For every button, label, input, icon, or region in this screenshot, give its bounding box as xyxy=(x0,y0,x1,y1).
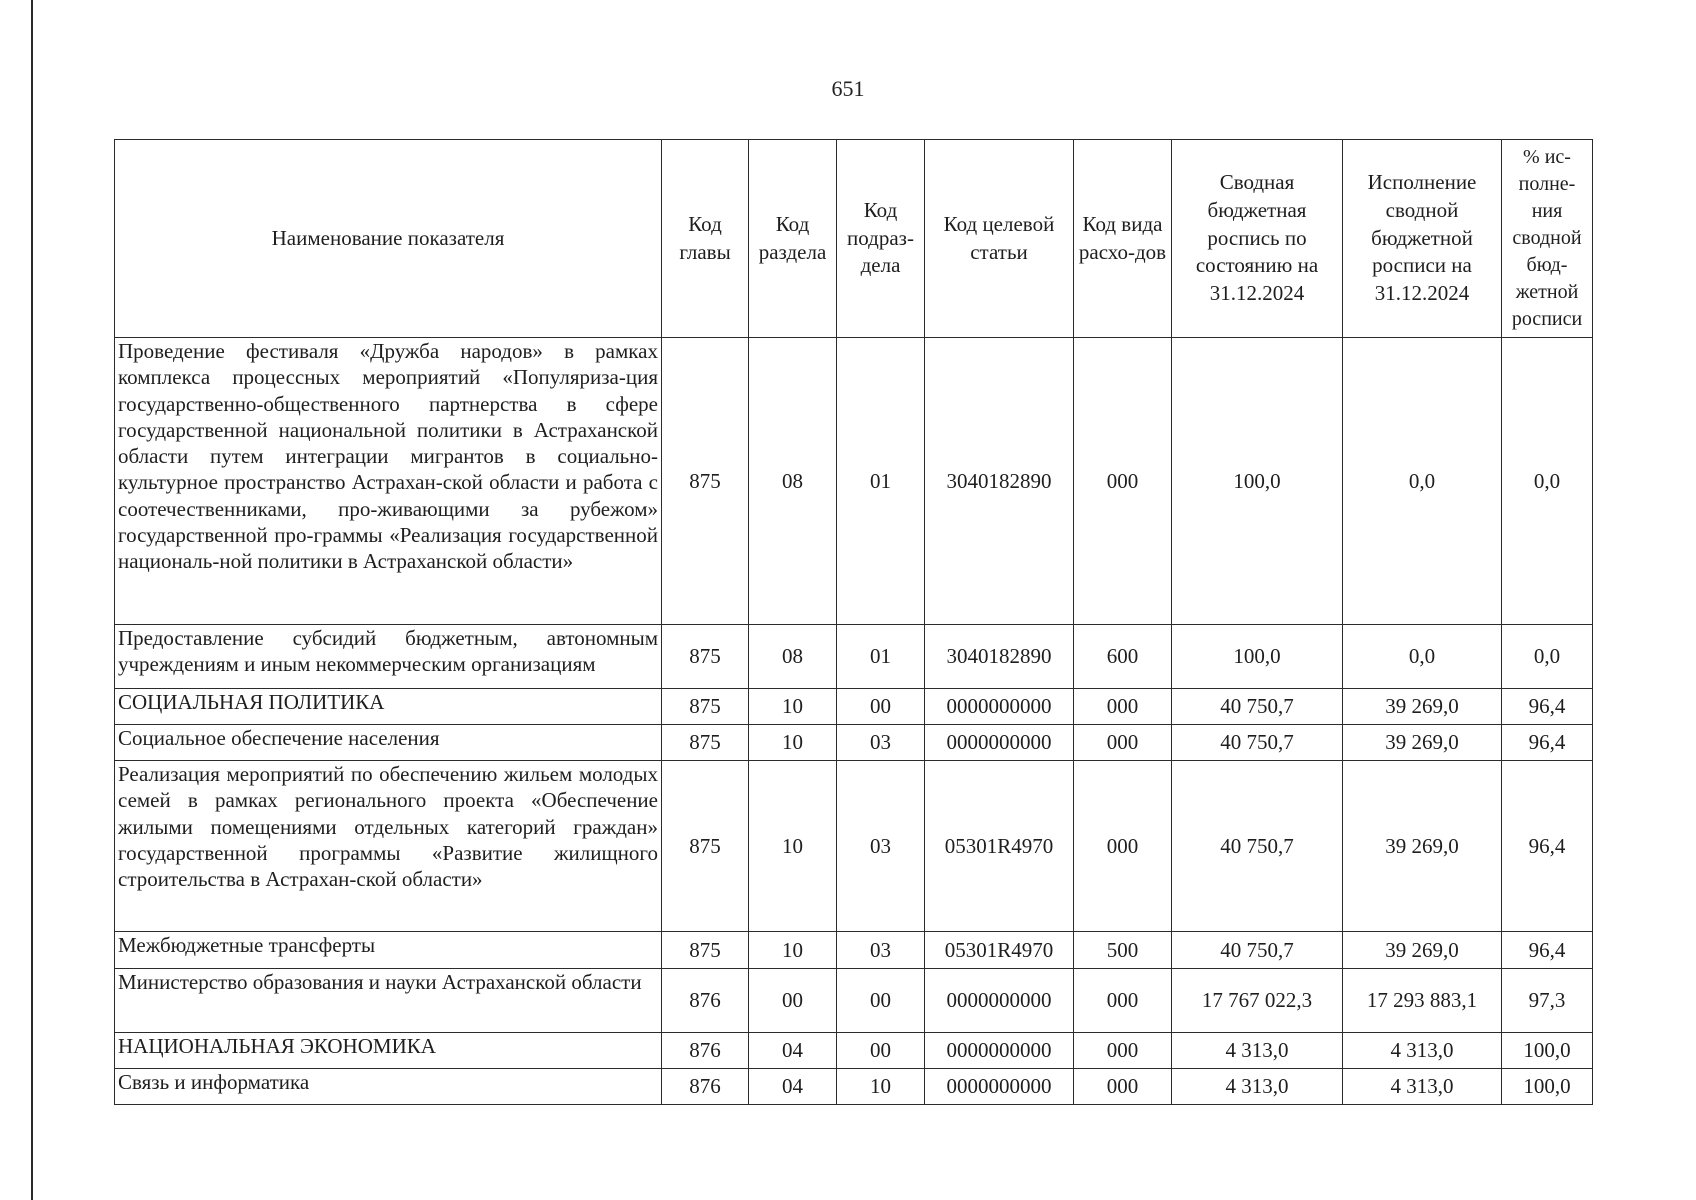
row-plan: 40 750,7 xyxy=(1172,725,1343,761)
header-chapter-code: Код главы xyxy=(662,140,749,338)
row-name: Реализация мероприятий по обеспечению жильем молодых семей в рамках регионального проекта «Обеспечение жилыми помещениями отдельных категорий граждан» государственной программы «Развитие жилищного строительства в Астрахан-ской области» xyxy=(115,761,662,932)
row-percent: 0,0 xyxy=(1502,338,1593,625)
row-plan: 40 750,7 xyxy=(1172,689,1343,725)
row-name: Министерство образования и науки Астраханской области xyxy=(115,969,662,1033)
row-expense-type-code: 000 xyxy=(1074,689,1172,725)
row-target-code: 3040182890 xyxy=(925,625,1074,689)
row-subsection-code: 00 xyxy=(837,1033,925,1069)
row-execution: 39 269,0 xyxy=(1343,932,1502,969)
row-expense-type-code: 000 xyxy=(1074,761,1172,932)
row-section-code: 10 xyxy=(749,725,837,761)
row-execution: 39 269,0 xyxy=(1343,689,1502,725)
row-subsection-code: 00 xyxy=(837,689,925,725)
row-name: Связь и информатика xyxy=(115,1069,662,1105)
row-section-code: 10 xyxy=(749,689,837,725)
table-row xyxy=(115,969,1593,1033)
header-subsection-code: Код подраз-дела xyxy=(837,140,925,338)
row-target-code: 0000000000 xyxy=(925,1069,1074,1105)
row-execution: 4 313,0 xyxy=(1343,1069,1502,1105)
row-section-code: 00 xyxy=(749,969,837,1033)
row-subsection-code: 01 xyxy=(837,338,925,625)
header-name: Наименование показателя xyxy=(115,140,662,338)
row-expense-type-code: 000 xyxy=(1074,1069,1172,1105)
table-row xyxy=(115,338,1593,625)
row-section-code: 08 xyxy=(749,625,837,689)
row-percent: 96,4 xyxy=(1502,725,1593,761)
header-target-code: Код целевой статьи xyxy=(925,140,1074,338)
header-section-code: Код раздела xyxy=(749,140,837,338)
table-row xyxy=(115,932,1593,969)
row-expense-type-code: 500 xyxy=(1074,932,1172,969)
header-plan: Сводная бюджетная роспись по состоянию на 31.12.2024 xyxy=(1172,140,1343,338)
row-percent: 100,0 xyxy=(1502,1033,1593,1069)
row-execution: 39 269,0 xyxy=(1343,725,1502,761)
header-percent: % ис-полне-ния сводной бюд-жетной росписи xyxy=(1502,140,1593,338)
table-row xyxy=(115,1033,1593,1069)
row-execution: 0,0 xyxy=(1343,338,1502,625)
row-percent: 0,0 xyxy=(1502,625,1593,689)
budget-execution-table xyxy=(114,139,1593,1105)
row-section-code: 10 xyxy=(749,761,837,932)
row-plan: 40 750,7 xyxy=(1172,761,1343,932)
row-expense-type-code: 000 xyxy=(1074,725,1172,761)
page-number: 651 xyxy=(831,76,865,101)
table-header-row xyxy=(115,140,1593,338)
row-section-code: 10 xyxy=(749,932,837,969)
row-expense-type-code: 000 xyxy=(1074,969,1172,1033)
row-expense-type-code: 000 xyxy=(1074,338,1172,625)
row-percent: 96,4 xyxy=(1502,761,1593,932)
row-execution: 0,0 xyxy=(1343,625,1502,689)
header-execution: Исполнение сводной бюджетной росписи на 31.12.2024 xyxy=(1343,140,1502,338)
row-percent: 96,4 xyxy=(1502,689,1593,725)
row-percent: 96,4 xyxy=(1502,932,1593,969)
row-plan: 17 767 022,3 xyxy=(1172,969,1343,1033)
row-subsection-code: 03 xyxy=(837,725,925,761)
table-row xyxy=(115,689,1593,725)
row-subsection-code: 01 xyxy=(837,625,925,689)
row-plan: 4 313,0 xyxy=(1172,1033,1343,1069)
row-execution: 4 313,0 xyxy=(1343,1033,1502,1069)
row-name: Проведение фестиваля «Дружба народов» в рамках комплекса процессных мероприятий «Популяриза-ция государственно-общественного партнерства в сфере государственной национальной политики в Астраханской области путем интеграции мигрантов в социально-культурное пространство Астрахан-ской области и работа с соотечественниками, про-живающими за рубежом» государственной про-граммы «Реализация государственной националь-ной политики в Астраханской области» xyxy=(115,338,662,625)
row-chapter-code: 875 xyxy=(662,761,749,932)
table-row xyxy=(115,625,1593,689)
row-percent: 100,0 xyxy=(1502,1069,1593,1105)
row-target-code: 0000000000 xyxy=(925,969,1074,1033)
row-plan: 100,0 xyxy=(1172,625,1343,689)
row-target-code: 05301R4970 xyxy=(925,761,1074,932)
row-subsection-code: 03 xyxy=(837,761,925,932)
row-target-code: 0000000000 xyxy=(925,725,1074,761)
row-subsection-code: 00 xyxy=(837,969,925,1033)
row-section-code: 04 xyxy=(749,1033,837,1069)
row-chapter-code: 875 xyxy=(662,725,749,761)
row-chapter-code: 875 xyxy=(662,689,749,725)
table-row xyxy=(115,725,1593,761)
row-plan: 4 313,0 xyxy=(1172,1069,1343,1105)
row-chapter-code: 876 xyxy=(662,1069,749,1105)
row-chapter-code: 876 xyxy=(662,969,749,1033)
page-margin-line xyxy=(31,0,33,1200)
row-expense-type-code: 600 xyxy=(1074,625,1172,689)
row-chapter-code: 875 xyxy=(662,338,749,625)
row-target-code: 0000000000 xyxy=(925,689,1074,725)
table-row xyxy=(115,761,1593,932)
row-expense-type-code: 000 xyxy=(1074,1033,1172,1069)
table-row xyxy=(115,1069,1593,1105)
row-subsection-code: 03 xyxy=(837,932,925,969)
row-section-code: 08 xyxy=(749,338,837,625)
row-chapter-code: 875 xyxy=(662,625,749,689)
row-plan: 40 750,7 xyxy=(1172,932,1343,969)
row-target-code: 05301R4970 xyxy=(925,932,1074,969)
row-name: НАЦИОНАЛЬНАЯ ЭКОНОМИКА xyxy=(115,1033,662,1069)
row-execution: 17 293 883,1 xyxy=(1343,969,1502,1033)
row-subsection-code: 10 xyxy=(837,1069,925,1105)
row-name: Межбюджетные трансферты xyxy=(115,932,662,969)
row-chapter-code: 875 xyxy=(662,932,749,969)
row-target-code: 0000000000 xyxy=(925,1033,1074,1069)
row-name: СОЦИАЛЬНАЯ ПОЛИТИКА xyxy=(115,689,662,725)
row-name: Предоставление субсидий бюджетным, автономным учреждениям и иным некоммерческим организациям xyxy=(115,625,662,689)
row-section-code: 04 xyxy=(749,1069,837,1105)
row-plan: 100,0 xyxy=(1172,338,1343,625)
row-name: Социальное обеспечение населения xyxy=(115,725,662,761)
header-expense-type-code: Код вида расхо-дов xyxy=(1074,140,1172,338)
row-percent: 97,3 xyxy=(1502,969,1593,1033)
row-chapter-code: 876 xyxy=(662,1033,749,1069)
row-target-code: 3040182890 xyxy=(925,338,1074,625)
row-execution: 39 269,0 xyxy=(1343,761,1502,932)
